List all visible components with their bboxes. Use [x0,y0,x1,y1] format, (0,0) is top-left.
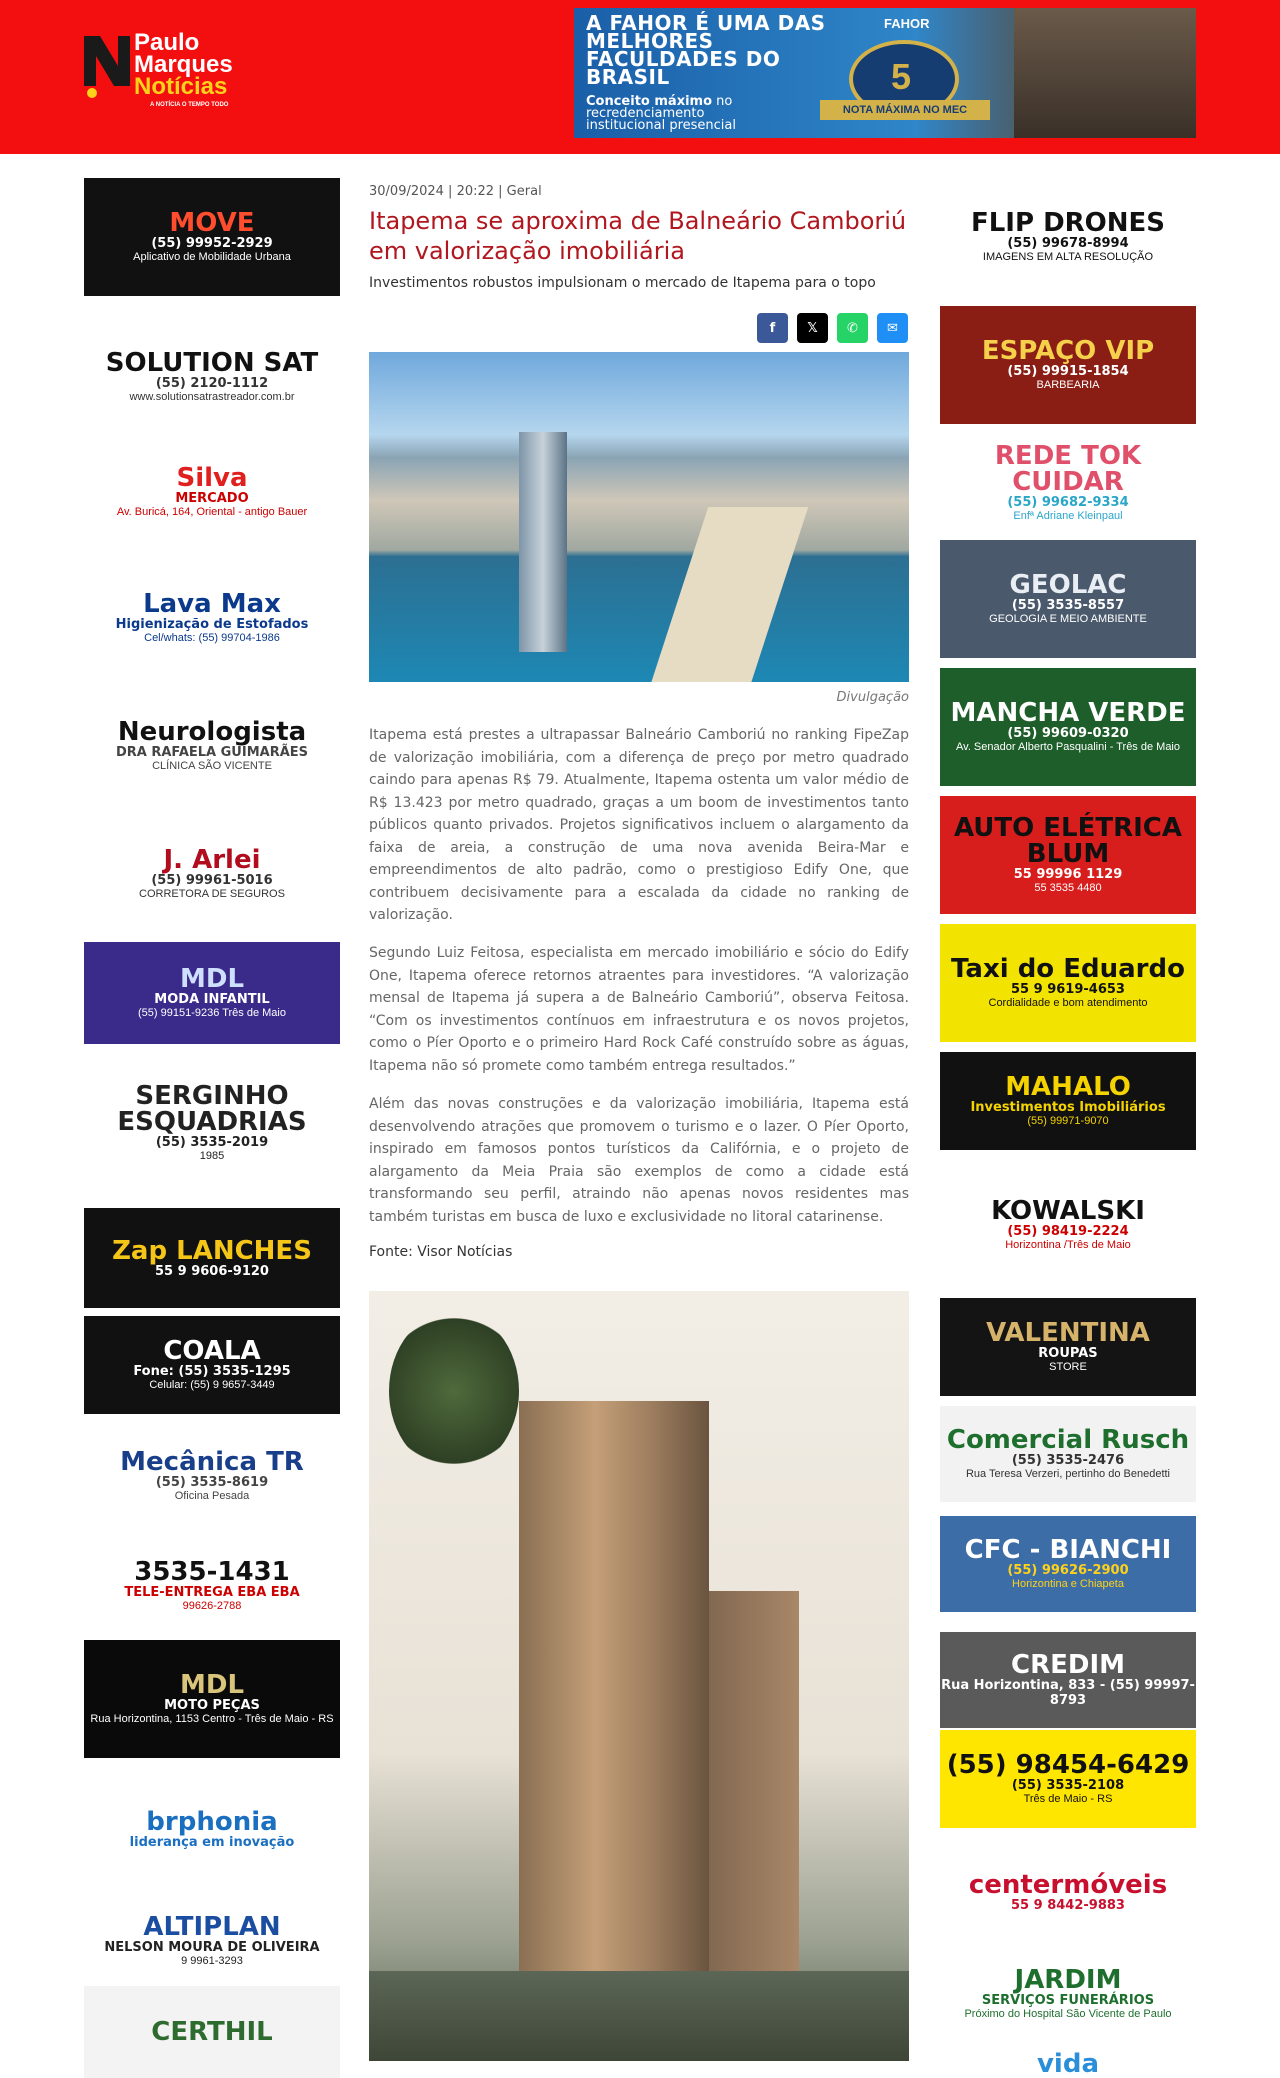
ad-mercado-silva-l1: Silva [176,463,248,493]
source-label: Fonte: [369,1244,413,1260]
ad-neurologista-l1: Neurologista [117,717,307,747]
source-link[interactable]: Visor Notícias [417,1244,513,1260]
ad-center-moveis-l1: centermóveis [968,1869,1168,1900]
ad-auto-eletrica-l1: AUTO ELÉTRICA BLUM [953,813,1183,869]
ad-mdl-moto[interactable] [84,1640,340,1758]
ad-lava-max-l3: Cel/whats: (55) 99704-1986 [144,632,280,644]
ad-espaco-vip-l3: BARBEARIA [1036,379,1100,391]
ad-bistro-l1: (55) 98454-6429 [946,1750,1190,1780]
ad-jardim-l3: Próximo do Hospital São Vicente de Paulo [964,2008,1172,2020]
ad-mahalo[interactable] [940,1052,1196,1150]
logo-line-2: Marques [134,51,233,78]
ad-serginho-l3: 1985 [199,1150,225,1162]
ad-mecanica-tr-l3: Oficina Pesada [174,1490,250,1502]
article-source [369,1244,512,1260]
ad-mahalo-l2: Investimentos Imobiliários [970,1100,1166,1115]
ad-flip-drones-l1: FLIP DRONES [970,208,1166,238]
ad-mercado-silva[interactable] [84,433,340,551]
ad-coala-l2: Fone: (55) 3535-1295 [133,1364,291,1379]
seal-value: 5 [891,56,912,97]
ad-certhil[interactable] [84,1986,340,2078]
ad-jardim-l2: SERVIÇOS FUNERÁRIOS [981,1993,1155,2008]
ad-brphonia-l2: liderança em inovação [129,1834,295,1850]
logo-mark-icon [84,36,130,98]
article-second-image[interactable] [369,1291,909,2061]
ad-solution-sat-l2: (55) 2120-1112 [155,376,269,391]
ad-mancha-verde-l3: Av. Senador Alberto Pasqualini - Três de Maio [956,741,1180,753]
share-x-button[interactable]: 𝕏 [797,313,828,343]
ad-valentina-l3: STORE [1049,1361,1087,1373]
ad-espaco-vip-l1: ESPAÇO VIP [981,336,1155,366]
site-logo[interactable] [84,29,260,112]
ad-vida[interactable] [940,2050,1196,2077]
ad-rede-tok-l1: REDE TOK CUIDAR [994,441,1142,497]
logo-line-1: Paulo [134,29,200,56]
ad-auto-eletrica-l3: 55 3535 4480 [1034,882,1102,894]
ad-jardim[interactable] [940,1944,1196,2044]
ad-move[interactable] [84,178,340,296]
banner-brand: FAHOR [884,16,930,31]
ad-zap-lanches-l2: 55 9 9606-9120 [155,1263,269,1279]
ad-credim[interactable] [940,1632,1196,1728]
ad-altiplan-l3: 9 9961-3293 [181,1955,243,1967]
ad-eba-eba-l2: TELE-ENTREGA EBA EBA [124,1585,300,1600]
ad-geolac-l2: (55) 3535-8557 [1011,598,1125,613]
share-messenger-button[interactable]: ✉ [877,313,908,343]
banner-subtext [586,96,766,132]
ad-altiplan-l1: ALTIPLAN [143,1912,281,1942]
ad-geolac-l3: GEOLOGIA E MEIO AMBIENTE [989,613,1147,625]
ad-mercado-silva-l2: MERCADO [175,491,249,506]
ad-cfc-bianchi[interactable] [940,1516,1196,1612]
ad-mahalo-l3: (55) 99971-9070 [1027,1115,1109,1127]
ad-taxi-eduardo-l3: Cordialidade e bom atendimento [988,997,1148,1009]
ad-coala[interactable] [84,1316,340,1414]
ad-mancha-verde[interactable] [940,668,1196,786]
ad-cfc-bianchi-l1: CFC - BIANCHI [964,1535,1172,1565]
ad-center-moveis-l2: 55 9 8442-9883 [1011,1897,1125,1913]
ad-flip-drones-l3: IMAGENS EM ALTA RESOLUÇÃO [982,251,1154,263]
image-building [519,1401,709,2011]
article-title: Itapema se aproxima de Balneário Camboriú em valorização imobiliária [369,207,907,265]
ad-comercial-rusch-l3: Rua Teresa Verzeri, pertinho do Benedetti [965,1468,1171,1480]
ad-neurologista-l3: CLÍNICA SÃO VICENTE [152,760,272,772]
ad-auto-eletrica[interactable] [940,796,1196,914]
ad-mdl-moda-l2: MODA INFANTIL [154,992,270,1007]
ad-mancha-verde-l2: (55) 99609-0320 [1007,726,1129,741]
ad-taxi-eduardo[interactable] [940,924,1196,1042]
ad-rede-tok-l3: Enfª Adriane Kleinpaul [1013,510,1123,522]
ad-rede-tok-l2: (55) 99682-9334 [1007,495,1129,510]
share-whatsapp-button[interactable]: ✆ [837,313,868,343]
ad-solution-sat-l3: www.solutionsatrastreador.com.br [129,391,295,403]
ad-move-l2: (55) 99952-2929 [151,236,273,251]
ad-mdl-moto-l1: MDL [179,1670,245,1700]
ad-coala-l1: COALA [163,1336,261,1366]
ad-zap-lanches-l1: Zap LANCHES [112,1235,312,1266]
ad-geolac-l1: GEOLAC [1009,570,1127,600]
ad-geolac[interactable] [940,540,1196,658]
image-palm [389,1311,519,1471]
ad-credim-l1: CREDIM [1011,1650,1125,1680]
ad-center-moveis[interactable] [940,1846,1196,1938]
banner-photo [1014,8,1196,138]
ad-mercado-silva-l3: Av. Buricá, 164, Oriental - antigo Bauer [116,506,308,518]
ad-neurologista[interactable] [84,688,340,804]
ad-kowalski[interactable] [940,1166,1196,1284]
ad-j-arlei[interactable] [84,815,340,933]
ad-mancha-verde-l1: MANCHA VERDE [950,698,1186,728]
ad-espaco-vip[interactable] [940,306,1196,424]
ad-serginho[interactable] [84,1058,340,1188]
ad-coala-l3: Celular: (55) 9 9657-3449 [149,1379,275,1391]
ad-bistro-l2: (55) 3535-2108 [1011,1778,1125,1793]
ad-mdl-moto-l3: Rua Horizontina, 1153 Centro - Três de Maio - RS [90,1713,334,1725]
ad-mdl-moto-l2: MOTO PEÇAS [164,1698,260,1713]
ad-comercial-rusch-l2: (55) 3535-2476 [1011,1453,1125,1468]
ad-j-arlei-l1: J. Arlei [163,845,261,875]
banner-sub-text: no recredenciamento institucional presencial [586,94,736,133]
ad-valentina-l2: ROUPAS [1038,1346,1098,1361]
banner-headline: A FAHOR É UMA DAS MELHORES FACULDADES DO BRASIL [586,11,826,89]
ad-vida-l1: vida [1036,2050,1100,2077]
logo-line-3: Notícias [134,73,228,100]
ad-altiplan[interactable] [84,1890,340,1992]
ad-cfc-bianchi-l3: Horizontina e Chiapeta [1012,1578,1124,1590]
article-meta: 30/09/2024 | 20:22 | Geral [369,184,542,199]
ad-comercial-rusch-l1: Comercial Rusch [946,1425,1190,1455]
ad-altiplan-l2: NELSON MOURA DE OLIVEIRA [104,1940,320,1955]
ad-rede-tok[interactable] [940,432,1196,534]
ad-solution-sat-l1: SOLUTION SAT [105,348,319,378]
ad-kowalski-l2: (55) 98419-2224 [1007,1224,1129,1239]
ad-neurologista-l2: DRA RAFAELA GUIMARÃES [115,745,309,760]
ad-move-l3: Aplicativo de Mobilidade Urbana [133,251,291,263]
image-caption: Divulgação [836,690,909,705]
article-paragraph-3: Além das novas construções e da valorização imobiliária, Itapema está desenvolvendo atrações que promovem o turismo e o lazer. O Píer Oporto, inspirado em famosos pontos turísticos da Califórnia, e o projeto de alargamento da Meia Praia são exemplos de como a cidade está transformando seu perfil, atraindo não apenas novos residentes mas também turistas em busca de luxo e exclusividade no litoral catarinense. [369,1096,909,1225]
image-ground [369,1971,909,2061]
ad-solution-sat[interactable] [84,318,340,436]
site-header [0,0,1280,154]
ad-eba-eba-l1: 3535-1431 [134,1557,290,1587]
banner-sub-bold: Conceito máximo [586,94,713,109]
ad-kowalski-l1: KOWALSKI [991,1196,1145,1226]
ad-j-arlei-l3: CORRETORA DE SEGUROS [139,888,285,900]
ad-cfc-bianchi-l2: (55) 99626-2900 [1007,1563,1129,1578]
ad-bistro-l3: Três de Maio - RS [1023,1793,1113,1805]
ad-eba-eba-l3: 99626-2788 [182,1600,242,1612]
article-subtitle: Investimentos robustos impulsionam o mercado de Itapema para o topo [369,275,876,291]
ad-serginho-l2: (55) 3535-2019 [155,1135,269,1150]
ad-mecanica-tr-l2: (55) 3535-8619 [155,1475,269,1490]
ad-taxi-eduardo-l2: 55 9 9619-4653 [1011,982,1125,997]
ad-eba-eba[interactable] [84,1534,340,1638]
ad-auto-eletrica-l2: 55 99996 1129 [1013,867,1123,882]
ad-flip-drones-l2: (55) 99678-8994 [1007,236,1129,251]
image-tower [519,432,567,652]
ad-brphonia-l1: brphonia [146,1806,278,1837]
ad-valentina[interactable] [940,1298,1196,1396]
image-beach [650,507,808,682]
ad-certhil-l1: CERTHIL [151,2017,273,2047]
share-facebook-button[interactable]: f [757,313,788,343]
ad-comercial-rusch[interactable] [940,1406,1196,1502]
ad-credim-l2: Rua Horizontina, 833 - (55) 99997-8793 [941,1678,1195,1708]
ad-lava-max-l1: Lava Max [143,589,281,619]
ad-serginho-l1: SERGINHO ESQUADRIAS [117,1081,307,1137]
ad-jardim-l1: JARDIM [1014,1965,1122,1995]
ad-mahalo-l1: MAHALO [1005,1072,1131,1102]
article-paragraph-2: Segundo Luiz Feitosa, especialista em mercado imobiliário e sócio do Edify One, Itapema oferece retornos atraentes para investidores. “A valorização mensal de Itapema já supera a de Balneário Camboriú”, observa Feitosa. “Com os investimentos contínuos em infraestrutura e os novos projetos, como o Píer Oporto e o primeiro Hard Rock Café construído sobre as águas, Itapema não só promete como também entrega resultados.” [369,945,909,1074]
ad-brphonia[interactable] [84,1770,340,1888]
ad-valentina-l1: VALENTINA [986,1318,1150,1348]
article-paragraph-1: Itapema está prestes a ultrapassar Balneário Camboriú no ranking FipeZap de valorização imobiliária, com a diferença de preço por metro quadrado caindo para apenas R$ 79. Atualmente, Itapema ostenta um valor médio de R$ 13.423 por metro quadrado, graças a um boom de investimentos tanto públicos quanto privados. Projetos significativos incluem o alargamento da faixa de areia, a construção de uma nova avenida Beira-Mar e empreendimentos de alto padrão, como o prestigioso Edify One, que contribuem decisivamente para a escalada da cidade no ranking de valorização. [369,727,909,923]
ad-mecanica-tr-l1: Mecânica TR [120,1447,304,1477]
article-main-image[interactable] [369,352,909,682]
ad-mdl-moda-l1: MDL [179,964,245,994]
logo-tagline: A NOTÍCIA O TEMPO TODO [150,102,229,108]
ad-mdl-moda[interactable] [84,942,340,1044]
ad-zap-lanches[interactable] [84,1208,340,1308]
ad-flip-drones[interactable] [940,178,1196,296]
ad-mecanica-tr[interactable] [84,1424,340,1528]
banner-seal-note: NOTA MÁXIMA NO MEC [820,100,990,120]
ad-j-arlei-l2: (55) 99961-5016 [151,873,273,888]
ad-taxi-eduardo-l1: Taxi do Eduardo [951,954,1185,984]
ad-mdl-moda-l3: (55) 99151-9236 Três de Maio [138,1007,286,1019]
ad-lava-max-l2: Higienização de Estofados [115,617,309,632]
header-banner-ad[interactable] [574,8,1196,138]
ad-espaco-vip-l2: (55) 99915-1854 [1007,364,1129,379]
ad-bistro[interactable] [940,1730,1196,1828]
ad-move-l1: MOVE [169,208,255,238]
ad-lava-max[interactable] [84,554,340,682]
ad-kowalski-l3: Horizontina /Três de Maio [1005,1239,1131,1251]
